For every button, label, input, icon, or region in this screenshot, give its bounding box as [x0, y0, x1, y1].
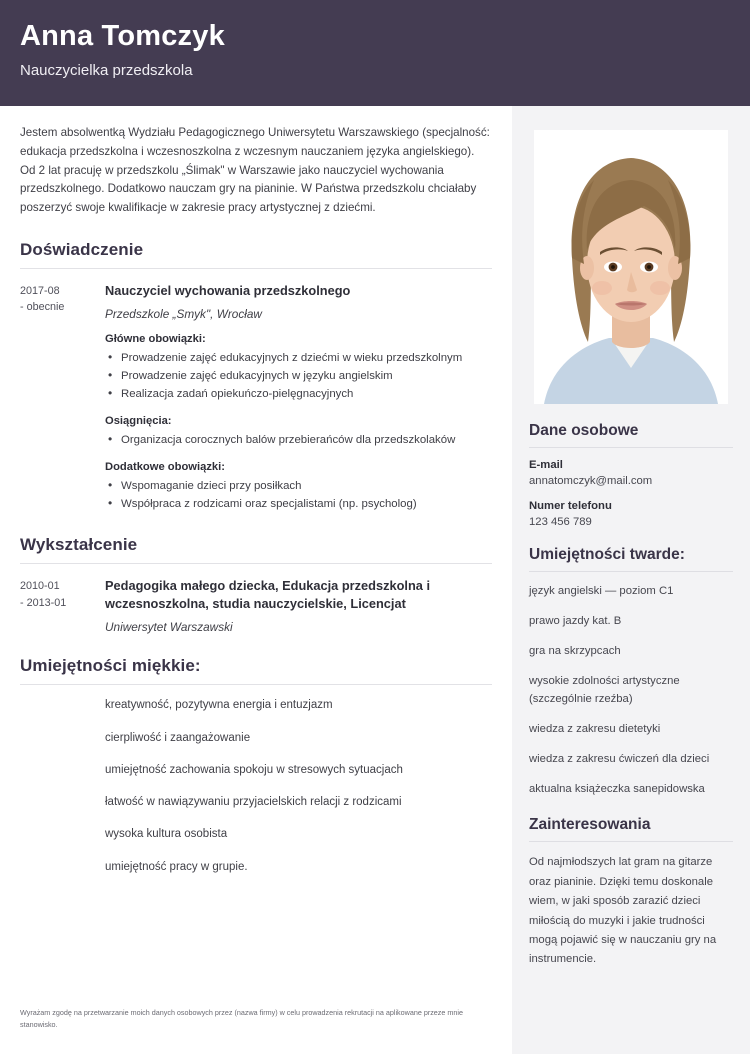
- duty-item: • Realizacja zadań opiekuńczo-pielęgnacyjnych: [107, 385, 492, 403]
- hard-skill-item: wiedza z zakresu ćwiczeń dla dzieci: [529, 752, 710, 765]
- duty-list: [107, 477, 492, 513]
- email-value[interactable]: annatomczyk@mail.com: [529, 475, 653, 487]
- sidebar-column: [512, 106, 750, 1054]
- hard-skills-heading: Umiejętności twarde:: [529, 546, 685, 563]
- soft-skill-item: łatwość w nawiązywaniu przyjacielskich relacji z rodzicami: [105, 796, 402, 809]
- avatar: [534, 130, 728, 404]
- main-column: [0, 106, 512, 1054]
- interests-text: Od najmłodszych lat gram na gitarze oraz pianinie. Dzięki temu doskonale wiem, w jaki sposób zarazić dzieci miłością do muzyki i jakie trudności mogą pojawić się w nauczaniu gry na instrumencie.: [529, 856, 717, 966]
- cv-body: [0, 106, 750, 1054]
- hard-skill-item: wiedza z zakresu dietetyki: [529, 722, 661, 735]
- profile-photo-icon: [534, 130, 728, 404]
- soft-skill-item: kreatywność, pozytywna energia i entuzjazm: [105, 699, 333, 712]
- experience-divider: [20, 268, 492, 269]
- hard-skill-item: gra na skrzypcach: [529, 645, 621, 658]
- duty-group-achievements: [105, 415, 492, 449]
- phone-label: Numer telefonu: [529, 500, 612, 512]
- education-divider: [20, 563, 492, 564]
- section-hard-skills: [529, 546, 733, 798]
- phone-value[interactable]: 123 456 789: [529, 516, 592, 528]
- header-job-title: Nauczycielka przedszkola: [20, 62, 193, 80]
- duty-item: • Organizacja corocznych balów przebierańców dla przedszkolaków: [107, 431, 492, 449]
- hard-skill-item: język angielski — poziom C1: [529, 585, 674, 597]
- duty-list: [107, 349, 492, 403]
- personal-data-divider: [529, 447, 733, 448]
- section-experience: [20, 240, 492, 513]
- section-soft-skills: [20, 656, 492, 876]
- education-entry-body: [105, 577, 492, 634]
- interests-divider: [529, 841, 733, 842]
- experience-date-start: 2017-08: [20, 284, 60, 297]
- email-label: E-mail: [529, 459, 563, 471]
- education-degree: Pedagogika małego dziecka, Edukacja przedszkolna i wczesnoszkolna, studia nauczycielskie, Licencjat: [105, 578, 431, 612]
- experience-date-end: - obecnie: [20, 301, 65, 314]
- soft-skill-item: umiejętność zachowania spokoju w stresowych sytuacjach: [105, 763, 403, 776]
- page-title: Anna Tomczyk: [20, 20, 225, 52]
- experience-dates: [20, 282, 105, 513]
- education-dates: [20, 577, 105, 634]
- hard-skill-item: aktualna książeczka sanepidowska: [529, 783, 705, 796]
- soft-skills-divider: [20, 684, 492, 685]
- soft-skill-item: wysoka kultura osobista: [105, 828, 228, 841]
- section-personal-data: [529, 422, 733, 528]
- footer: [0, 1007, 512, 1031]
- duty-list: [107, 431, 492, 449]
- duty-group-label: Dodatkowe obowiązki:: [105, 461, 225, 474]
- hard-skill-item: prawo jazdy kat. B: [529, 615, 622, 628]
- education-date-end: - 2013-01: [20, 596, 67, 609]
- soft-skills-list: [105, 697, 492, 876]
- experience-entry-body: [105, 282, 492, 513]
- soft-skills-heading: Umiejętności miękkie:: [20, 656, 201, 676]
- experience-role: Nauczyciel wychowania przedszkolnego: [105, 282, 351, 298]
- soft-skill-item: cierpliwość i zaangażowanie: [105, 731, 251, 744]
- duty-group-additional: [105, 461, 492, 513]
- experience-organization: Przedszkole „Smyk", Wrocław: [105, 307, 262, 322]
- summary-paragraph: Jestem absolwentką Wydziału Pedagogicznego Uniwersytetu Warszawskiego (specjalność: edukacja przedszkolna i wczesnoszkolna z wczesnym nauczaniem języka angielskiego). Od 2 lat pracuję w przedszkolu „Ślimak" w Warszawie jako nauczyciel wychowania przedszkolnego. Dodatkowo nauczam gry na pianinie. W Państwa przedszkolu chciałaby poszerzyć swoje kwalifikacje w zakresie pracy artystycznej z dziećmi.: [20, 126, 490, 215]
- consent-clause: Wyrażam zgodę na przetwarzanie moich danych osobowych przez (nazwa firmy) w celu prowadzenia rekrutacji na aplikowane przeze mnie stanowisko.: [20, 1008, 463, 1029]
- duty-group-label: Osiągnięcia:: [105, 415, 172, 428]
- interests-heading: Zainteresowania: [529, 816, 651, 834]
- section-education: [20, 535, 492, 634]
- duty-item: • Prowadzenie zajęć edukacyjnych w języku angielskim: [107, 367, 492, 385]
- duty-group-label: Główne obowiązki:: [105, 333, 206, 346]
- education-heading: Wykształcenie: [20, 535, 138, 555]
- cv-header: [0, 0, 750, 106]
- personal-data-heading: Dane osobowe: [529, 422, 639, 439]
- duty-group-main: [105, 333, 492, 403]
- experience-heading: Doświadczenie: [20, 239, 144, 259]
- education-school: Uniwersytet Warszawski: [105, 620, 233, 635]
- soft-skill-item: umiejętność pracy w grupie.: [105, 860, 248, 873]
- section-interests: [529, 816, 733, 970]
- duty-item: • Prowadzenie zajęć edukacyjnych z dziećmi w wieku przedszkolnym: [107, 349, 492, 367]
- education-date-start: 2010-01: [20, 580, 60, 593]
- hard-skill-item: wysokie zdolności artystyczne (szczególnie rzeźba): [529, 675, 680, 705]
- education-entry: [20, 577, 492, 634]
- duty-item: • Współpraca z rodzicami oraz specjalistami (np. psycholog): [107, 495, 492, 513]
- hard-skills-divider: [529, 571, 733, 572]
- experience-entry: [20, 282, 492, 513]
- duty-item: • Wspomaganie dzieci przy posiłkach: [107, 477, 492, 495]
